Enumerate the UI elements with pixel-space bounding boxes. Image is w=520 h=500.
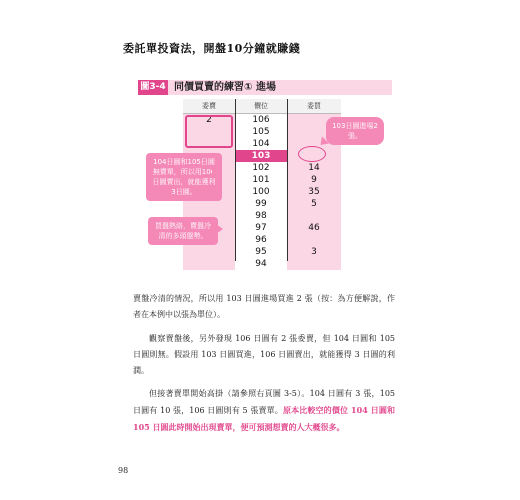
sell-cell: 2	[183, 114, 235, 126]
buy-cell: 35	[287, 186, 341, 198]
callout-pointer	[212, 166, 219, 176]
price-cell: 96	[235, 234, 287, 246]
buy-cell: 9	[287, 174, 341, 186]
column-header-price: 價位	[254, 102, 268, 110]
body-paragraph-2: 觀察賣盤後，另外發現 106 日圓有 2 張委賣，但 104 日圓和 105 日圓則無。假設用 103 日圓買進，106 日圓賣出，就能獲得 3 日圓的利潤。	[133, 334, 395, 375]
column-header-sell: 委賣	[202, 102, 216, 110]
sell-cell	[183, 246, 235, 258]
running-header: 委託單投資法，開盤10分鐘就賺錢	[123, 42, 301, 55]
paragraph-text: 但接著賣單開始高掛（請參照右頁圖 3-5）。104 日圓有 3 張，105 日圓有 10 張，106 日圓則有 5 張賣單。	[133, 389, 395, 415]
buy-cell	[287, 234, 341, 246]
table-row	[183, 258, 341, 270]
sell-2-highlight-box	[185, 115, 233, 148]
price-cell: 105	[235, 126, 287, 138]
buy-cell: 3	[287, 246, 341, 258]
price-cell: 98	[235, 210, 287, 222]
buy-cell: 5	[287, 198, 341, 210]
price-cell: 94	[235, 258, 287, 270]
body-paragraph-1: 賣盤冷清的情況，所以用 103 日圓進場買進 2 張（按：為方便解說，作者在本例中以張為單位）。	[133, 294, 395, 319]
price-cell: 102	[235, 162, 287, 174]
price-cell: 99	[235, 198, 287, 210]
column-divider-left	[235, 99, 236, 261]
callout-pointer	[216, 224, 223, 234]
buy-cell: 14	[287, 162, 341, 174]
figure-title: 同價買賣的練習① 進場	[174, 82, 276, 93]
table-header	[183, 99, 341, 114]
buy-cell	[287, 258, 341, 270]
buy-cell	[287, 210, 341, 222]
table-row	[183, 246, 341, 258]
callout-no-sell-orders: 104日圓和105日圓無賣單，所以用106日圓賣出，就能獲利3日圓。	[146, 153, 222, 201]
price-cell: 106	[235, 114, 287, 126]
price-cell: 104	[235, 138, 287, 150]
price-cell: 100	[235, 186, 287, 198]
sell-cell	[183, 258, 235, 270]
buy-cell: 46	[287, 222, 341, 234]
page-number: 98	[118, 466, 129, 475]
price-cell: 103	[235, 150, 287, 162]
body-paragraph-3	[133, 386, 395, 436]
callout-bullish-market: 買盤熱絡，賣盤冷清的多頭盤勢。	[148, 217, 218, 245]
column-header-buy: 委買	[307, 102, 321, 110]
figure-tag: 圖3-4	[138, 80, 168, 95]
column-divider-right	[287, 99, 288, 261]
price-cell: 95	[235, 246, 287, 258]
callout-entry: 103日圓進場2張。	[326, 117, 384, 145]
entry-point-circle	[298, 146, 326, 162]
price-cell: 101	[235, 174, 287, 186]
emphasized-text: 原本比較空的價位 104 日圓和 105 日圓此時開始出現賣單，便可預測想賣的人大概很多。	[133, 405, 395, 432]
price-cell: 97	[235, 222, 287, 234]
